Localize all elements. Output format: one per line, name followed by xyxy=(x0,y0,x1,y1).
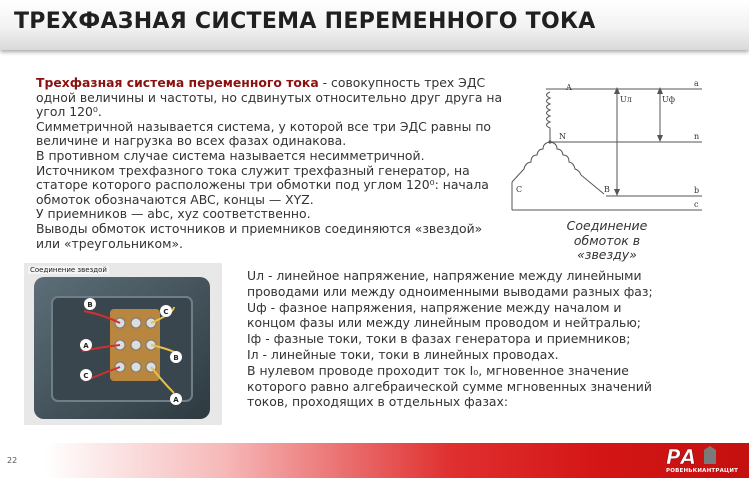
definition-text: - фазные токи, токи в фазах генератора и приемников; xyxy=(261,331,631,347)
intro-paragraph: У приемников — abc, xyz соответственно. xyxy=(36,206,311,222)
intro-definition xyxy=(26,76,506,120)
terminal-marker: B xyxy=(173,354,179,362)
definition-symbol: Iф xyxy=(247,331,262,347)
building-icon xyxy=(704,446,716,464)
title-bar xyxy=(0,0,749,50)
definitions-list xyxy=(247,268,672,410)
terminal-marker: A xyxy=(83,342,89,350)
star-connection-diagram xyxy=(510,72,706,214)
intro-paragraph: Источником трехфазного тока служит трехфазный генератор, на статоре которого расположены три обмотки под углом 120⁰: начала обмоток обозначаются ABC, концы — XYZ. xyxy=(36,162,489,207)
label-C: C xyxy=(516,185,523,194)
definition-symbol: Uл xyxy=(247,268,264,283)
logo-mark: РА xyxy=(666,445,697,469)
label-a: a xyxy=(694,79,699,88)
terminal-box-image xyxy=(24,263,222,425)
terminal-box-photo xyxy=(24,263,222,425)
label-uf: Uф xyxy=(662,95,676,104)
footer-band xyxy=(0,443,749,478)
terminal-marker: C xyxy=(83,372,89,380)
label-ul: Uл xyxy=(620,95,632,104)
terminal-marker: A xyxy=(173,396,179,404)
page-title: ТРЕХФАЗНАЯ СИСТЕМА ПЕРЕМЕННОГО ТОКА xyxy=(14,9,596,34)
photo-label: Соединение звездой xyxy=(30,266,107,274)
definition-text: - линейные токи, токи в линейных проводах. xyxy=(258,346,559,362)
definition-item xyxy=(247,268,672,300)
intro-definition-text: - совокупность трех ЭДС одной величины и частоты, но сдвинутых относительно друг друга на угол 120⁰. xyxy=(36,75,503,120)
label-b: b xyxy=(694,186,700,195)
definition-symbol: Uф xyxy=(247,299,267,315)
definition-item xyxy=(247,347,672,363)
definition-item xyxy=(247,331,672,347)
definition-item xyxy=(247,363,672,410)
definition-text: - линейное напряжение, напряжение между линейными проводами или между одноименными выводами разных фаз; xyxy=(247,268,653,299)
terminal-marker: B xyxy=(87,301,93,309)
intro-term: Трехфазная система переменного тока xyxy=(36,75,319,90)
page-number: 22 xyxy=(7,456,18,465)
definition-text: В нулевом проводе проходит ток I₀, мгновенное значение которого равно алгебраической сумме мгновенных значений токов, проходящих в отдельных фазах: xyxy=(247,362,652,410)
label-B: B xyxy=(604,185,610,194)
definition-item xyxy=(247,300,672,332)
label-n: n xyxy=(694,132,700,141)
definition-text: - фазное напряжения, напряжение между началом и концом фазы или между линейным проводом и нейтралью; xyxy=(247,299,641,331)
label-A: A xyxy=(566,83,572,92)
diagram-caption: Соединение обмоток в «звезду» xyxy=(566,218,648,262)
intro-paragraph: Выводы обмоток источников и приемников соединяются «звездой» или «треугольником». xyxy=(36,220,483,251)
label-N: N xyxy=(559,132,566,141)
logo-name: РОВЕНЬКИАНТРАЦИТ xyxy=(666,468,739,474)
intro-paragraph: Симметричной называется система, у которой все три ЭДС равны по величине и нагрузка во всех фазах одинакова. xyxy=(36,118,492,149)
intro-text xyxy=(26,76,506,251)
label-c: c xyxy=(694,200,699,209)
terminal-marker: C xyxy=(163,308,169,316)
definition-symbol: Iл xyxy=(247,346,259,362)
intro-paragraph: В противном случае система называется несимметричной. xyxy=(36,147,425,163)
